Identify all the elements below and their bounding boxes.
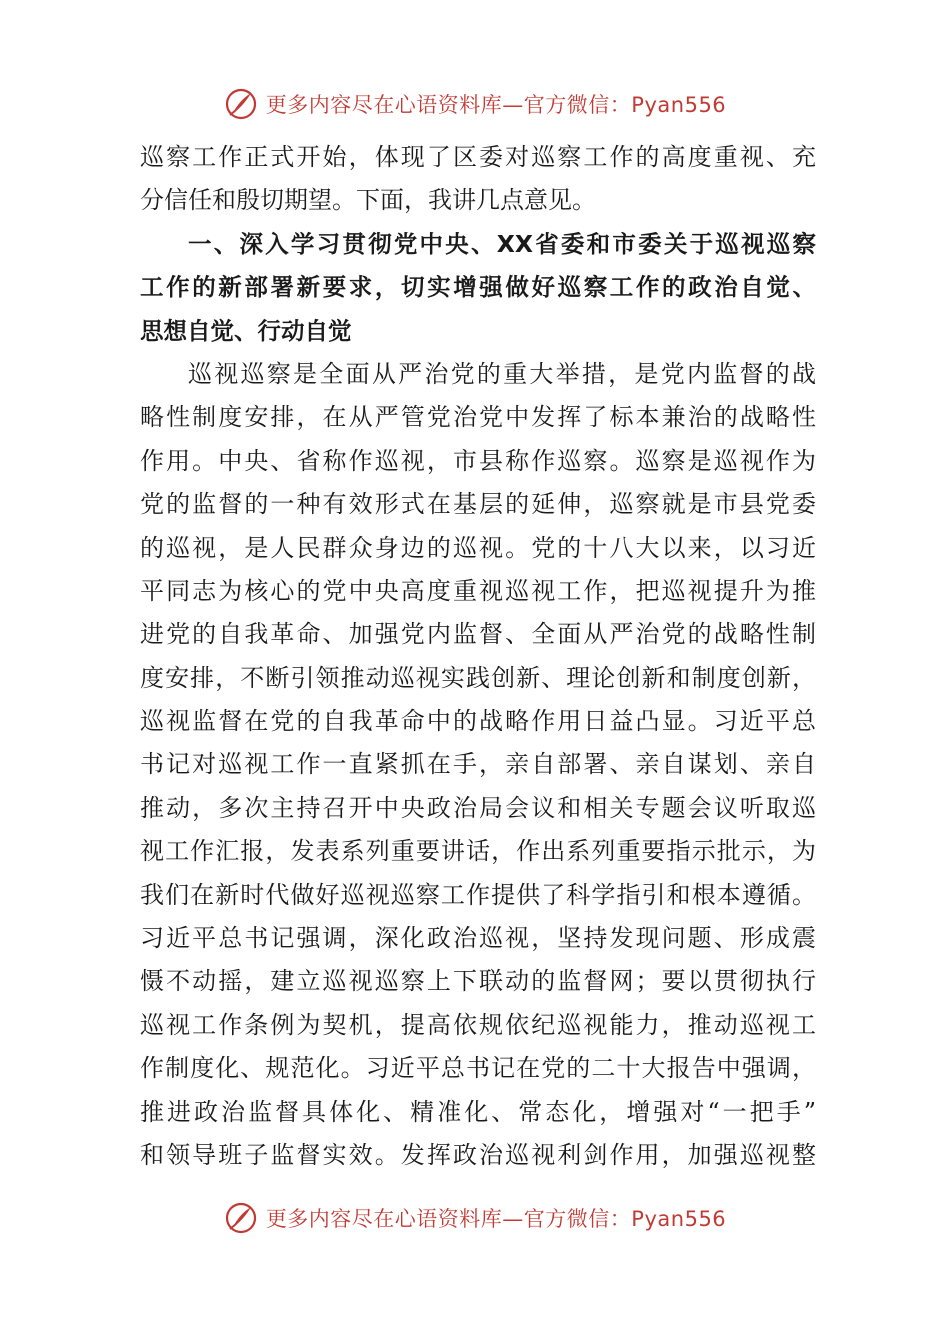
body-line: 书记对巡视工作一直紧抓在手，亲自部署、亲自谋划、亲自 [140,750,816,779]
watermark-text: 更多内容尽在心语资料库—官方微信：Pyan556 [265,1207,727,1231]
section-heading-line: 工作的新部署新要求，切实增强做好巡察工作的政治自觉、 [140,273,816,302]
header-watermark [0,84,950,124]
section-heading-line: 思想自觉、行动自觉 [140,316,352,345]
body-line: 推进政治监督具体化、精准化、常态化，增强对“一把手” [140,1097,816,1126]
body-line: 作制度化、规范化。习近平总书记在党的二十大报告中强调， [140,1054,816,1083]
body-line: 略性制度安排，在从严管党治党中发挥了标本兼治的战略性 [140,403,816,432]
body-line: 党的监督的一种有效形式在基层的延伸，巡察就是市县党委 [140,490,816,519]
body-line: 视工作汇报，发表系列重要讲话，作出系列重要指示批示，为 [140,837,816,866]
section-heading-line: 一、深入学习贯彻党中央、XX省委和市委关于巡视巡察 [188,229,816,258]
body-line: 分信任和殷切期望。下面，我讲几点意见。 [140,186,596,215]
document-body [140,136,816,1177]
body-line: 的巡视，是人民群众身边的巡视。党的十八大以来，以习近 [140,533,816,562]
body-line: 巡视工作条例为契机，提高依规依纪巡视能力，推动巡视工 [140,1010,816,1039]
body-line: 慑不动摇，建立巡视巡察上下联动的监督网；要以贯彻执行 [140,967,816,996]
body-line: 平同志为核心的党中央高度重视巡视工作，把巡视提升为推 [140,576,816,605]
body-line: 我们在新时代做好巡视巡察工作提供了科学指引和根本遵循。 [140,880,816,909]
watermark-text: 更多内容尽在心语资料库—官方微信：Pyan556 [265,93,727,117]
footer-watermark [0,1198,950,1238]
body-line: 巡视巡察是全面从严治党的重大举措，是党内监督的战 [188,359,816,388]
body-line: 作用。中央、省称作巡视，市县称作巡察。巡察是巡视作为 [140,446,816,475]
body-line: 推动，多次主持召开中央政治局会议和相关专题会议听取巡 [140,793,816,822]
body-line: 巡察工作正式开始，体现了区委对巡察工作的高度重视、充 [140,143,816,171]
body-line: 巡视监督在党的自我革命中的战略作用日益凸显。习近平总 [140,707,816,736]
quill-logo-icon [224,1201,258,1235]
body-line: 和领导班子监督实效。发挥政治巡视利剑作用，加强巡视整 [140,1140,816,1169]
body-line: 进党的自我革命、加强党内监督、全面从严治党的战略性制 [140,620,816,649]
quill-logo-icon [224,87,258,121]
body-line: 习近平总书记强调，深化政治巡视，坚持发现问题、形成震 [140,924,816,953]
body-line: 度安排，不断引领推动巡视实践创新、理论创新和制度创新， [140,663,816,692]
